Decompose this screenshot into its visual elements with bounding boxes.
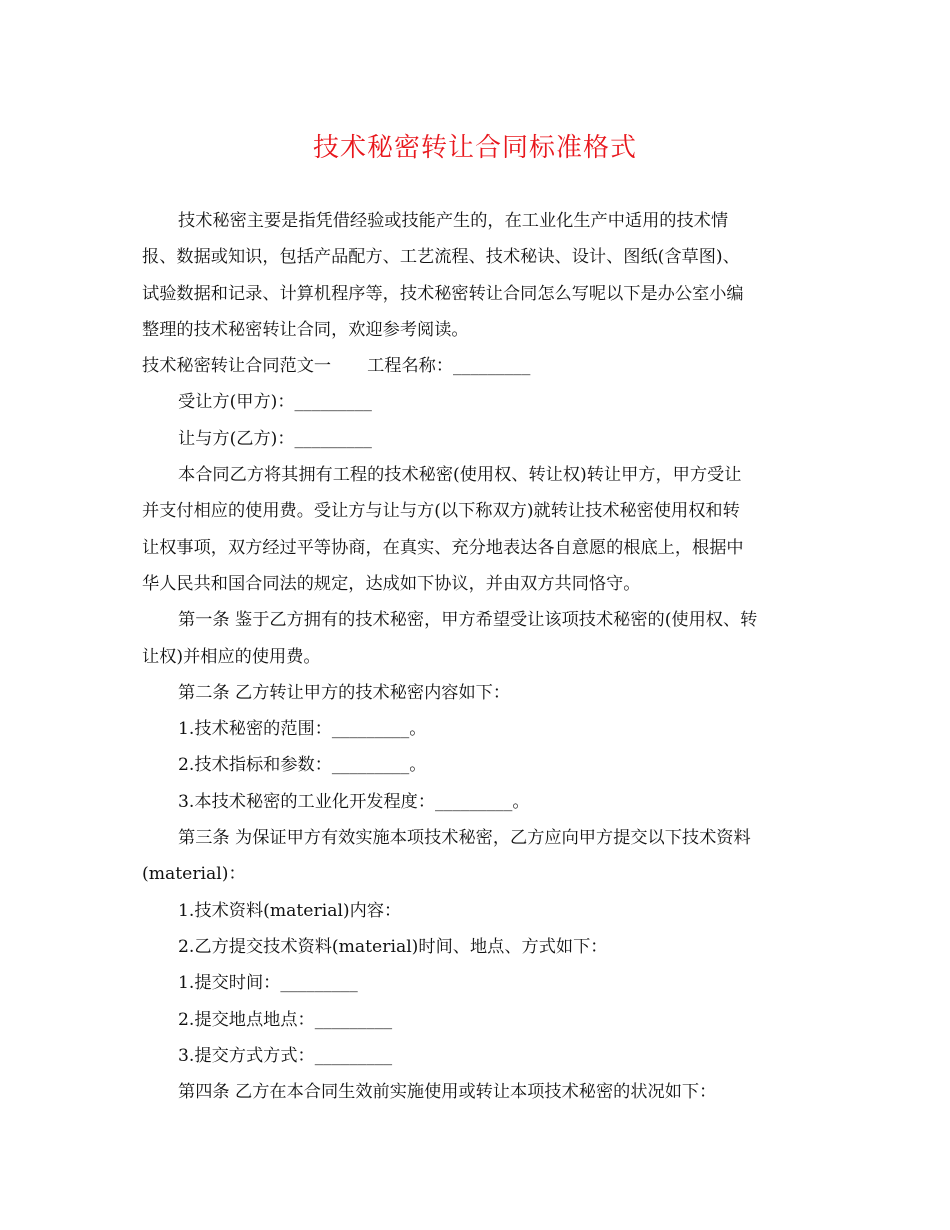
document-body — [142, 203, 810, 1110]
article-2-item: 1.技术秘密的范围：_________。 — [178, 719, 427, 740]
intro-line: 报、数据或知识，包括产品配方、工艺流程、技术秘诀、设计、图纸(含草图)、 — [142, 247, 740, 268]
article-3-item: 1.技术资料(material)内容： — [178, 900, 402, 921]
article-3-item: 3.提交方式方式：_________ — [178, 1045, 393, 1066]
party-b-field: 让与方(乙方)：_________ — [178, 428, 372, 449]
article-3-item: 1.提交时间：_________ — [178, 973, 358, 994]
intro-line: 整理的技术秘密转让合同，欢迎参考阅读。 — [142, 319, 469, 340]
article-4-heading: 第四条 乙方在本合同生效前实施使用或转让本项技术秘密的状况如下： — [178, 1082, 717, 1103]
preamble-line: 华人民共和国合同法的规定，达成如下协议，并由双方共同恪守。 — [142, 573, 641, 594]
preamble-line: 让权事项，双方经过平等协商，在真实、充分地表达各自意愿的根底上，根据中 — [142, 537, 744, 558]
intro-line: 技术秘密主要是指凭借经验或技能产生的，在工业化生产中适用的技术情 — [178, 211, 729, 231]
preamble-line: 并支付相应的使用费。受让方与让与方(以下称双方)就转让技术秘密使用权和转 — [142, 501, 740, 522]
article-3-line: (material)： — [142, 864, 246, 885]
preamble-line: 本合同乙方将其拥有工程的技术秘密(使用权、转让权)转让甲方，甲方受让 — [178, 465, 742, 486]
party-a-field: 受让方(甲方)：_________ — [178, 392, 372, 413]
sample-heading-line — [142, 348, 810, 384]
sample-heading: 技术秘密转让合同范文一 — [142, 356, 332, 377]
article-2-item: 3.本技术秘密的工业化开发程度：_________。 — [178, 791, 530, 812]
article-2-heading: 第二条 乙方转让甲方的技术秘密内容如下： — [178, 682, 511, 703]
article-3-item: 2.提交地点地点：_________ — [178, 1009, 393, 1030]
article-1-line: 让权)并相应的使用费。 — [142, 646, 321, 667]
document-title: 技术秘密转让合同标准格式 — [312, 133, 637, 163]
article-3-line: 第三条 为保证甲方有效实施本项技术秘密，乙方应向甲方提交以下技术资料 — [178, 828, 751, 849]
intro-line: 试验数据和记录、计算机程序等，技术秘密转让合同怎么写呢以下是办公室小编 — [142, 283, 744, 304]
article-1-line: 第一条 鉴于乙方拥有的技术秘密，甲方希望受让该项技术秘密的(使用权、转 — [178, 610, 758, 631]
article-2-item: 2.技术指标和参数：_________。 — [178, 755, 427, 776]
project-name-field: 工程名称：_________ — [367, 356, 531, 377]
article-3-item: 2.乙方提交技术资料(material)时间、地点、方式如下： — [178, 936, 608, 957]
